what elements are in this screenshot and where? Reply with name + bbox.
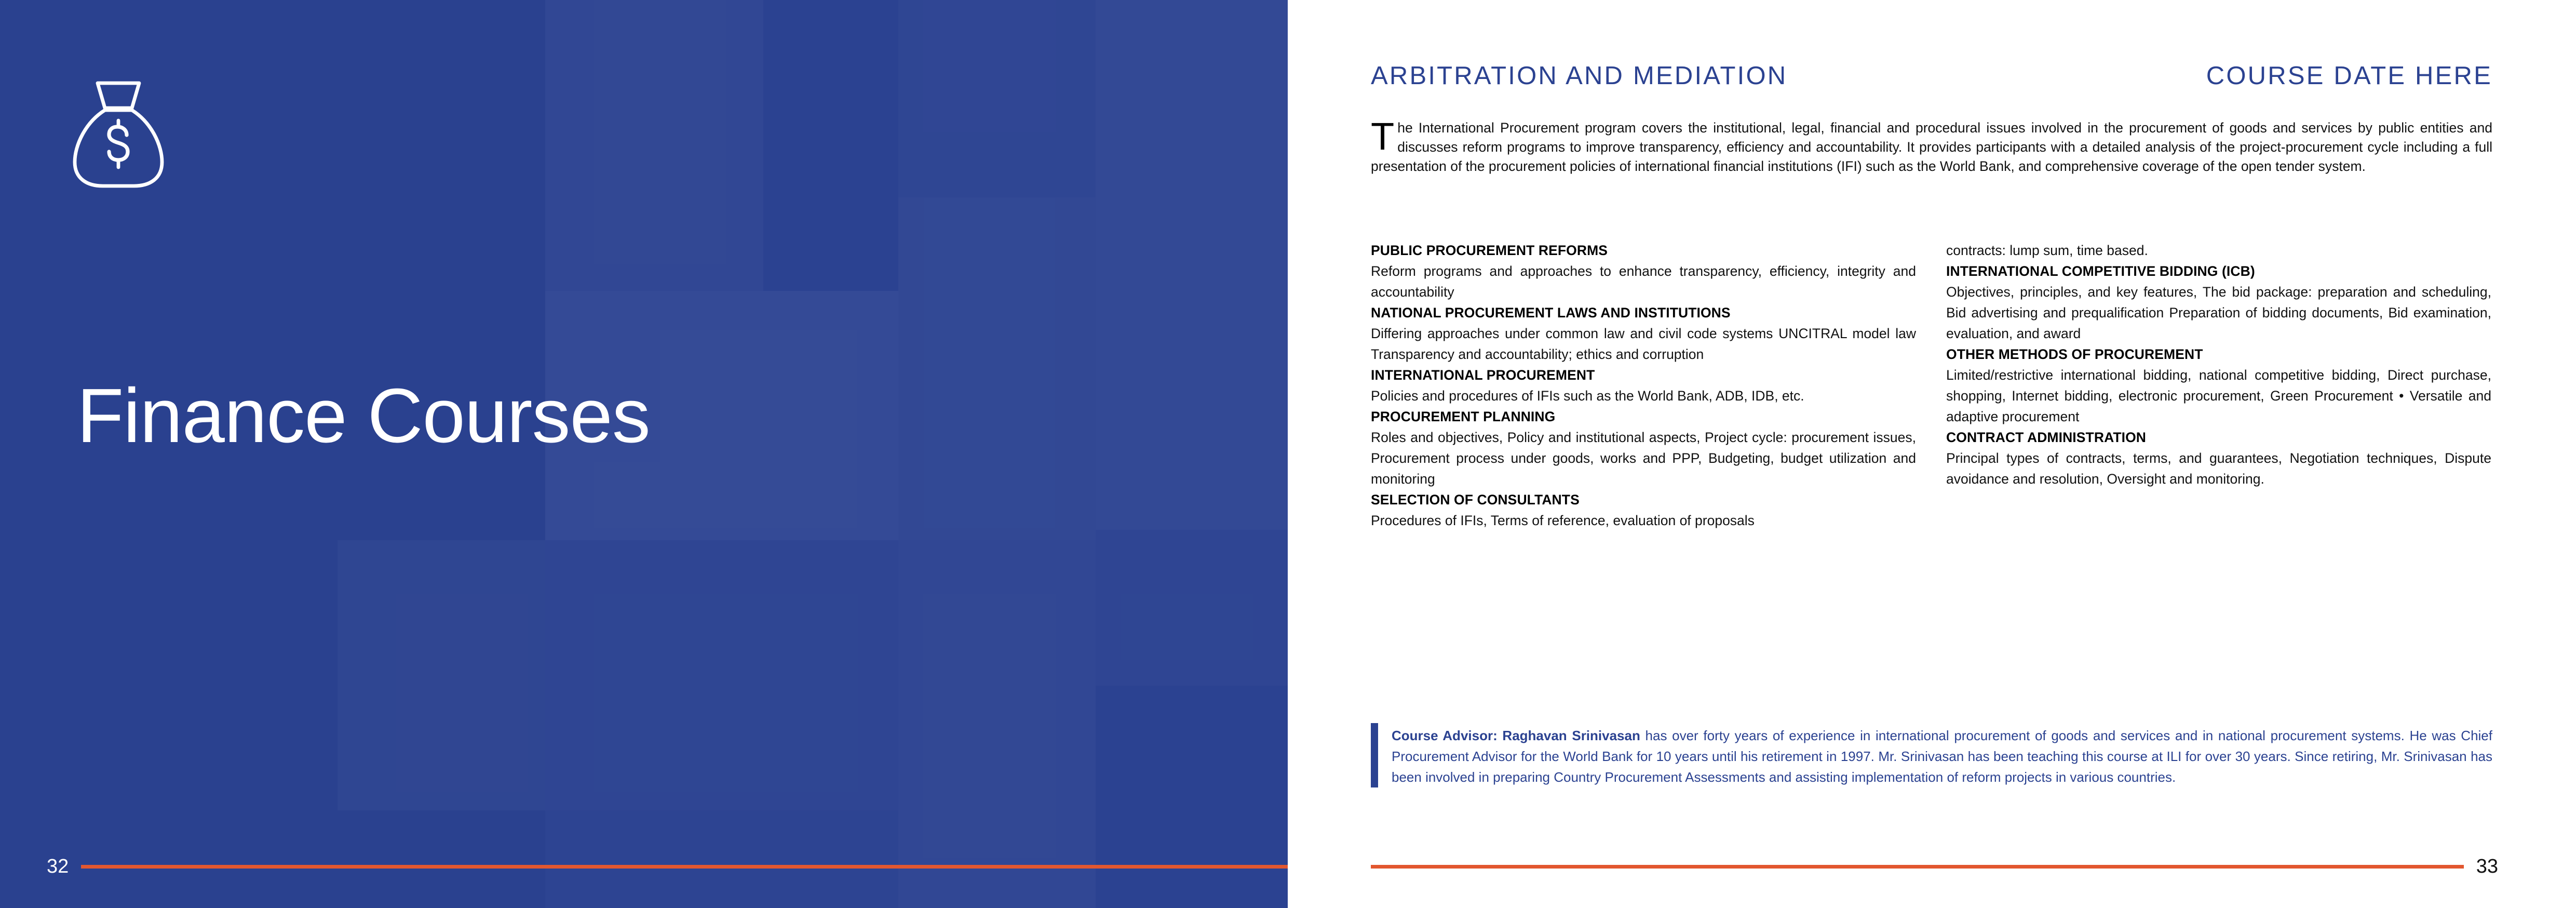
course-advisor-box xyxy=(1371,723,2492,787)
section-body: Objectives, principles, and key features, The bid package: preparation and scheduling, Bid advertising and prequalification Preparation of bidding documents, Bid examination, evaluation, and award xyxy=(1946,284,2491,341)
syllabus-columns xyxy=(1371,240,2492,687)
section-heading: OTHER METHODS OF PROCUREMENT xyxy=(1946,346,2203,362)
footer-rule-left xyxy=(81,865,1288,869)
page-number-left: 32 xyxy=(47,856,69,877)
section-heading: INTERNATIONAL PROCUREMENT xyxy=(1371,367,1595,383)
advisor-bio: has over forty years of experience in international procurement of goods and services and in national procurement systems. He was Chief Procurement Advisor for the World Bank for 10 years until his retirement in 1997. Mr. Srinivasan has been teaching this course at ILI for over 30 years. Since retiring, Mr. Srinivasan has been involved in preparing Country Procurement Assessments and assisting implementation of reform projects in various countries. xyxy=(1392,728,2492,785)
right-page xyxy=(1288,0,2576,908)
intro-text: he International Procurement program covers the institutional, legal, financial and procedural issues involved in the procurement of goods and services by public entities and discusses reform programs to improve transparency, efficiency and accountability. It provides participants with a detailed analysis of the project-procurement cycle including a full presentation of the procurement policies of international financial institutions (IFI) such as the World Bank, and comprehensive coverage of the open tender system. xyxy=(1371,120,2492,174)
advisor-text xyxy=(1392,723,2492,787)
section-body: Principal types of contracts, terms, and guarantees, Negotiation techniques, Dispute avoidance and resolution, Oversight and monitoring. xyxy=(1946,450,2491,487)
footer-rule-right xyxy=(1371,865,2464,869)
course-date: COURSE DATE HERE xyxy=(2206,62,2492,90)
section-body: Limited/restrictive international bidding, national competitive bidding, Direct purchase, shopping, Internet bidding, electronic procurement, Green Procurement • Versatile and adaptive procurement xyxy=(1946,367,2491,424)
section-body: Roles and objectives, Policy and institutional aspects, Project cycle: procurement issues, Procurement process under goods, works and PPP, Budgeting, budget utilization and monitoring xyxy=(1371,430,1916,487)
advisor-label: Course Advisor: Raghavan Srinivasan xyxy=(1392,728,1640,743)
section-body: Differing approaches under common law and civil code systems UNCITRAL model law Transparency and accountability; ethics and corruption xyxy=(1371,326,1916,362)
left-page-footer xyxy=(0,856,1288,877)
section-heading: CONTRACT ADMINISTRATION xyxy=(1946,430,2147,445)
syllabus-column-right xyxy=(1946,240,2491,687)
intro-dropcap: T xyxy=(1371,115,1395,158)
course-title: ARBITRATION AND MEDIATION xyxy=(1371,62,1788,90)
section-heading: PROCUREMENT PLANNING xyxy=(1371,409,1556,424)
page-title: Finance Courses xyxy=(77,373,650,459)
section-body: contracts: lump sum, time based. xyxy=(1946,243,2148,258)
section-heading: PUBLIC PROCUREMENT REFORMS xyxy=(1371,243,1608,258)
advisor-accent-bar xyxy=(1371,723,1378,787)
section-heading: NATIONAL PROCUREMENT LAWS AND INSTITUTIONS xyxy=(1371,305,1731,321)
syllabus-column-left xyxy=(1371,240,1916,687)
page-number-right: 33 xyxy=(2476,856,2498,877)
money-bag-icon xyxy=(66,77,170,191)
course-header xyxy=(1371,61,2492,90)
right-page-footer xyxy=(1288,856,2576,877)
section-body: Procedures of IFIs, Terms of reference, evaluation of proposals xyxy=(1371,513,1755,528)
section-body: Policies and procedures of IFIs such as the World Bank, ADB, IDB, etc. xyxy=(1371,388,1804,404)
section-heading: SELECTION OF CONSULTANTS xyxy=(1371,492,1580,508)
section-body: Reform programs and approaches to enhance transparency, efficiency, integrity and accountability xyxy=(1371,263,1916,300)
section-heading: INTERNATIONAL COMPETITIVE BIDDING (ICB) xyxy=(1946,263,2255,279)
course-intro xyxy=(1371,115,2492,176)
